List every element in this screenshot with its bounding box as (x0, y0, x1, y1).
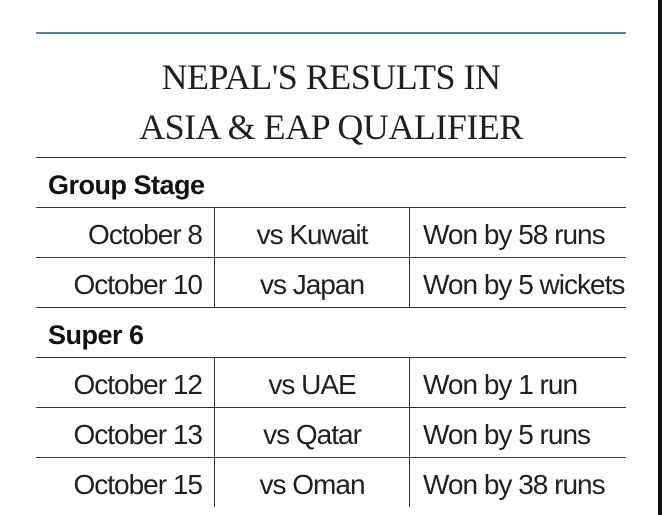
match-opponent: vs UAE (215, 358, 410, 407)
match-date: October 10 (36, 258, 215, 307)
table-row (36, 458, 626, 507)
table-title (36, 52, 626, 152)
table-row (36, 208, 626, 257)
title-line-2: ASIA & EAP QUALIFIER (139, 107, 523, 147)
match-result: Won by 5 runs (423, 419, 591, 450)
table-row (36, 408, 626, 457)
match-result: Won by 1 run (423, 369, 578, 400)
table-row (36, 258, 626, 307)
match-opponent: vs Kuwait (215, 208, 410, 257)
match-result: Won by 38 runs (423, 469, 605, 500)
match-date: October 15 (36, 458, 215, 507)
match-date: October 12 (36, 358, 215, 407)
section-heading-group-stage: Group Stage (48, 170, 205, 200)
table-row (36, 358, 626, 407)
match-result: Won by 5 wickets (423, 269, 625, 300)
title-line-1: NEPAL'S RESULTS IN (161, 57, 501, 97)
top-rule (36, 32, 626, 34)
section-heading-super-6: Super 6 (48, 320, 144, 350)
match-opponent: vs Japan (215, 258, 410, 307)
results-table (36, 157, 626, 507)
match-opponent: vs Oman (215, 458, 410, 507)
match-date: October 8 (36, 208, 215, 257)
page-edge-border (658, 0, 662, 515)
match-result: Won by 58 runs (423, 219, 605, 250)
match-date: October 13 (36, 408, 215, 457)
match-opponent: vs Qatar (215, 408, 410, 457)
